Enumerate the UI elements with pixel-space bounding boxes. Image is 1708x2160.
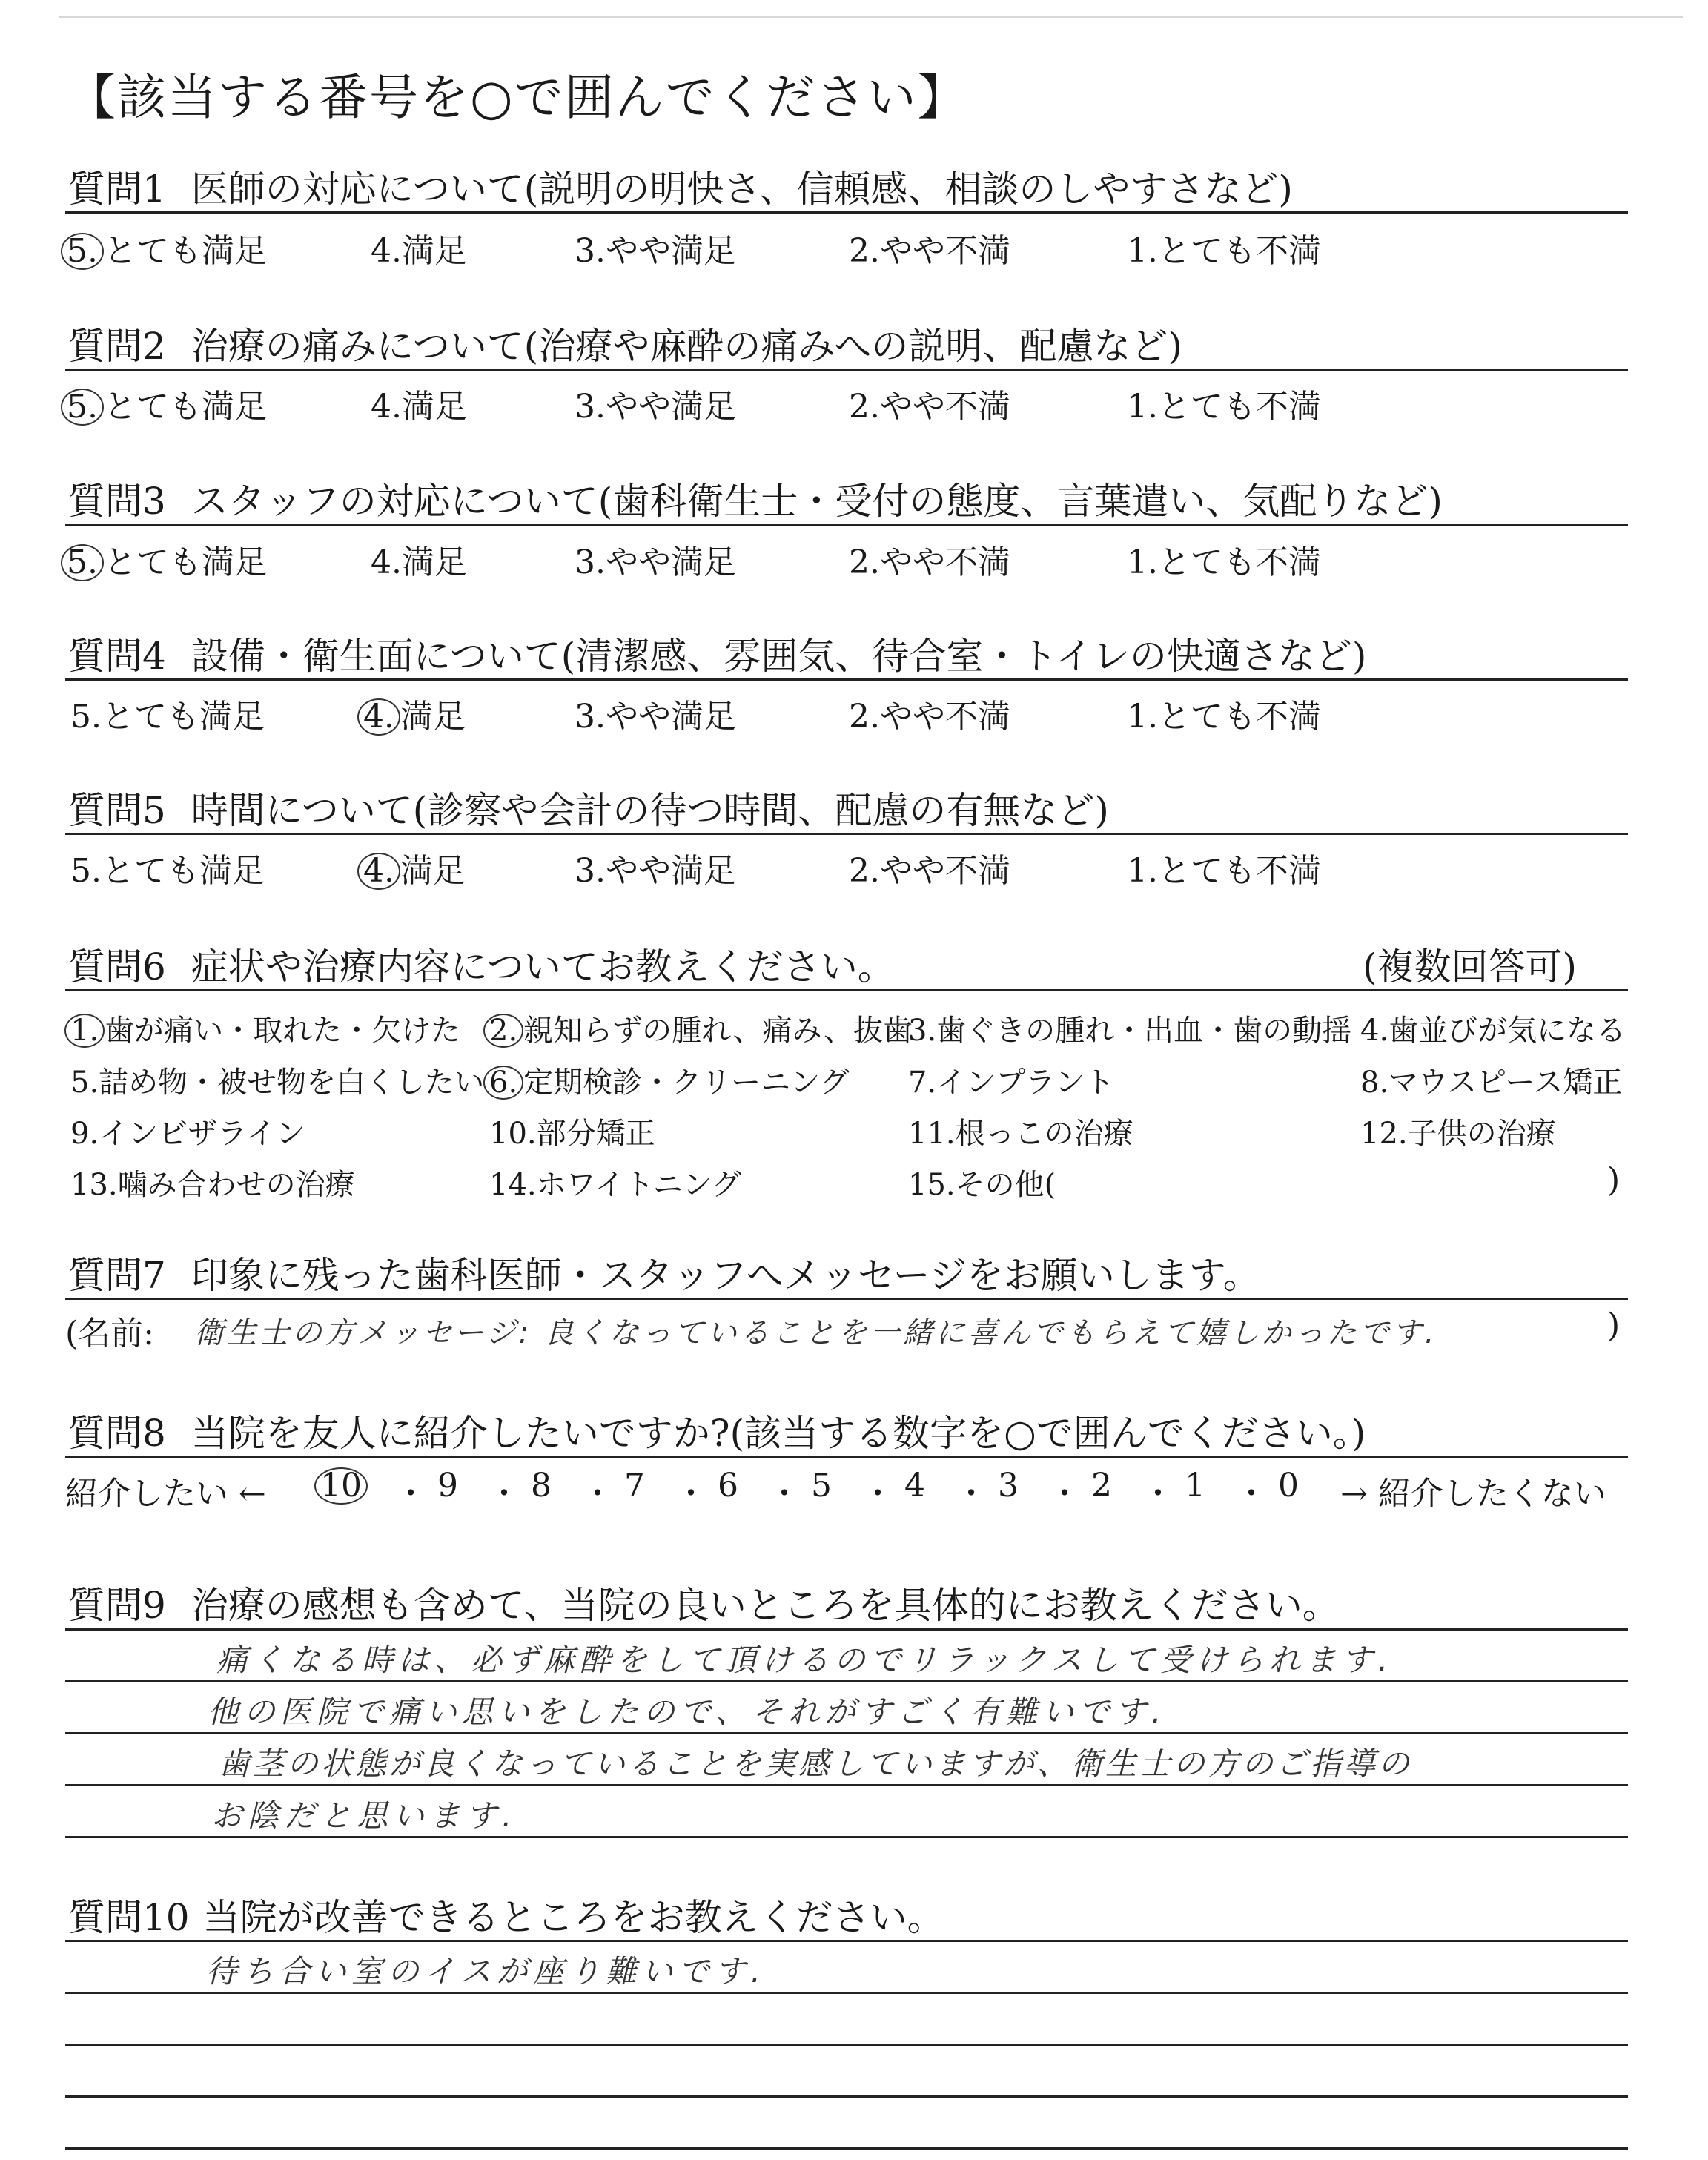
q7-text: 印象に残った歯科医師・スタッフへメッセージをお願いします。	[191, 1254, 1260, 1297]
q1-text: 医師の対応について(説明の明快さ、信頼感、相談のしやすさなど)	[191, 168, 1293, 211]
q9-handwritten-line-1[interactable]: 痛くなる時は、必ず麻酔をして頂けるのでリラックスして受けられます.	[216, 1642, 1394, 1678]
q4-rule	[65, 678, 1628, 681]
q9-handwritten-line-2[interactable]: 他の医院で痛い思いをしたので、それがすごく有難いです.	[208, 1694, 1167, 1730]
q6-item-3[interactable]: 3.歯ぐきの腫れ・出血・歯の動揺	[908, 1014, 1352, 1048]
q4-option-1[interactable]: 1.とても不満	[1127, 698, 1321, 736]
q9-text: 治療の感想も含めて、当院の良いところを具体的にお教えください。	[191, 1584, 1340, 1627]
q6-title	[68, 937, 895, 991]
q4-option-2[interactable]: 2.やや不満	[849, 698, 1010, 736]
q6-rule	[65, 989, 1628, 991]
q6-item-14[interactable]: 14.ホワイトニング	[489, 1168, 742, 1202]
top-edge-line	[59, 16, 1683, 18]
q3-option-4[interactable]: 4.満足	[371, 544, 467, 581]
q1-option-5[interactable]: 5. とても満足	[67, 224, 267, 271]
q6-other-close-paren: )	[1607, 1161, 1621, 1199]
q6-item-12[interactable]: 12.子供の治療	[1360, 1117, 1556, 1151]
q8-left-label: 紹介したい ←	[65, 1475, 266, 1513]
q7-handwritten-message[interactable]: 衛生士の方メッセージ: 良くなっていることを一緒に喜んでもらえて嬉しかったです.	[194, 1316, 1437, 1350]
q9-title	[68, 1576, 1340, 1629]
q6-item-15[interactable]: 15.その他(	[908, 1168, 1056, 1202]
q5-option-4[interactable]: 4. 満足	[363, 844, 466, 891]
q4-option-5[interactable]: 5.とても満足	[70, 698, 265, 736]
q6-item-6[interactable]: 6. 定期検診・クリーニング	[489, 1059, 849, 1101]
q6-item-5[interactable]: 5.詰め物・被せ物を白くしたい	[70, 1066, 485, 1100]
q8-scale-5[interactable]: 5	[811, 1467, 832, 1505]
q7-number: 質問7	[68, 1254, 166, 1297]
selection-circle: 5.	[61, 389, 104, 426]
q2-option-5[interactable]: 5. とても満足	[67, 380, 267, 427]
q8-number: 質問8	[68, 1412, 166, 1455]
q8-scale-0[interactable]: 0	[1278, 1467, 1299, 1505]
q10-text: 当院が改善できるところをお教えください。	[202, 1896, 944, 1939]
q5-number: 質問5	[68, 789, 166, 832]
q8-dot: ・	[768, 1475, 801, 1513]
q9-writing-line	[65, 1836, 1628, 1838]
selection-circle: 5.	[61, 544, 104, 581]
q6-item-7[interactable]: 7.インプラント	[908, 1066, 1115, 1100]
q8-dot: ・	[1048, 1475, 1081, 1513]
q6-item-11[interactable]: 11.根っこの治療	[908, 1117, 1133, 1151]
q8-scale-1[interactable]: 1	[1185, 1467, 1205, 1505]
q6-item-10[interactable]: 10.部分矯正	[489, 1117, 655, 1151]
q8-scale-8[interactable]: 8	[531, 1467, 552, 1505]
q3-option-3[interactable]: 3.やや満足	[575, 544, 736, 581]
q10-writing-line	[65, 2044, 1628, 2046]
q4-text: 設備・衛生面について(清潔感、雰囲気、待合室・トイレの快適さなど)	[191, 635, 1367, 678]
q6-item-2[interactable]: 2. 親知らずの腫れ、痛み、抜歯	[489, 1007, 913, 1049]
q1-title	[68, 159, 1293, 213]
q4-title	[68, 627, 1366, 680]
q8-scale-6[interactable]: 6	[718, 1467, 738, 1505]
q9-writing-line	[65, 1732, 1628, 1734]
q6-item-13[interactable]: 13.噛み合わせの治療	[70, 1168, 355, 1202]
q2-option-4[interactable]: 4.満足	[371, 388, 467, 426]
q2-option-3[interactable]: 3.やや満足	[575, 388, 736, 426]
q8-dot: ・	[1235, 1475, 1268, 1513]
q5-title	[68, 781, 1109, 834]
page-header: 【該当する番号を○で囲んでください】	[67, 69, 968, 126]
q2-number: 質問2	[68, 325, 166, 368]
q1-option-2[interactable]: 2.やや不満	[849, 232, 1010, 270]
q5-option-2[interactable]: 2.やや不満	[849, 852, 1010, 890]
q6-item-8[interactable]: 8.マウスピース矯正	[1360, 1066, 1623, 1100]
q8-scale-9[interactable]: 9	[437, 1467, 458, 1505]
q8-dot: ・	[394, 1475, 427, 1513]
q2-option-2[interactable]: 2.やや不満	[849, 388, 1010, 426]
q10-rule	[65, 1940, 1628, 1942]
q8-scale-2[interactable]: 2	[1091, 1467, 1112, 1505]
q3-option-5[interactable]: 5. とても満足	[67, 535, 267, 583]
q2-option-1[interactable]: 1.とても不満	[1127, 388, 1321, 426]
q6-item-4[interactable]: 4.歯並びが気になる	[1360, 1014, 1626, 1048]
q8-right-label: → 紹介したくない	[1340, 1475, 1606, 1513]
q8-dot: ・	[861, 1475, 894, 1513]
q4-option-3[interactable]: 3.やや満足	[575, 698, 736, 736]
q8-scale-3[interactable]: 3	[998, 1467, 1019, 1505]
q10-number: 質問10	[68, 1896, 190, 1939]
q9-handwritten-line-3[interactable]: 歯茎の状態が良くなっていることを実感していますが、衛生士の方のご指導の	[219, 1745, 1413, 1782]
q4-number: 質問4	[68, 635, 166, 678]
q2-title	[68, 317, 1182, 370]
selection-circle: 10	[314, 1467, 368, 1505]
q1-number: 質問1	[68, 168, 166, 211]
selection-circle: 4.	[357, 853, 400, 890]
q3-title	[68, 472, 1443, 525]
q1-rule	[65, 211, 1628, 214]
q8-dot: ・	[955, 1475, 987, 1513]
q8-dot: ・	[1142, 1475, 1174, 1513]
q8-text: 当院を友人に紹介したいですか?(該当する数字を○で囲んでください。)	[191, 1412, 1366, 1455]
q10-writing-line	[65, 1992, 1628, 1994]
q7-name-label: (名前:	[65, 1315, 154, 1353]
q6-text: 症状や治療内容についてお教えください。	[191, 945, 895, 988]
selection-circle: 5.	[61, 233, 104, 270]
q10-handwritten-line-1[interactable]: 待ち合い室のイスが座り難いです.	[206, 1953, 766, 1989]
q5-option-5[interactable]: 5.とても満足	[70, 852, 265, 890]
q8-dot: ・	[488, 1475, 520, 1513]
q3-option-1[interactable]: 1.とても不満	[1127, 544, 1321, 581]
q9-handwritten-line-4[interactable]: お陰だと思います.	[211, 1797, 517, 1834]
q6-item-1[interactable]: 1. 歯が痛い・取れた・欠けた	[70, 1007, 460, 1049]
q2-rule	[65, 369, 1628, 371]
q8-scale-4[interactable]: 4	[904, 1467, 925, 1505]
q1-option-3[interactable]: 3.やや満足	[575, 232, 736, 270]
q8-scale-7[interactable]: 7	[624, 1467, 645, 1505]
q6-item-9[interactable]: 9.インビザライン	[70, 1117, 305, 1151]
q10-title	[68, 1888, 944, 1941]
q10-writing-line	[65, 2147, 1628, 2150]
q5-text: 時間について(診察や会計の待つ時間、配慮の有無など)	[191, 789, 1109, 832]
q8-scale-10[interactable]	[320, 1467, 368, 1505]
q5-rule	[65, 833, 1628, 835]
q7-close-paren: )	[1607, 1307, 1621, 1344]
q3-number: 質問3	[68, 480, 166, 523]
q8-rule	[65, 1456, 1628, 1458]
q3-option-2[interactable]: 2.やや不満	[849, 544, 1010, 581]
q9-number: 質問9	[68, 1584, 166, 1627]
q2-text: 治療の痛みについて(治療や麻酔の痛みへの説明、配慮など)	[191, 325, 1182, 368]
q7-rule	[65, 1298, 1628, 1300]
q1-option-1[interactable]: 1.とても不満	[1127, 232, 1321, 270]
q8-title	[68, 1404, 1366, 1457]
q3-text: スタッフの対応について(歯科衛生士・受付の態度、言葉遣い、気配りなど)	[191, 480, 1443, 523]
q10-writing-line	[65, 2095, 1628, 2098]
q8-dot: ・	[581, 1475, 614, 1513]
q9-rule	[65, 1628, 1628, 1631]
q1-option-4[interactable]: 4.満足	[371, 232, 467, 270]
q3-rule	[65, 524, 1628, 526]
selection-circle: 4.	[357, 698, 400, 736]
q5-option-1[interactable]: 1.とても不満	[1127, 852, 1321, 890]
q4-option-4[interactable]: 4. 満足	[363, 690, 466, 737]
q7-title	[68, 1246, 1260, 1299]
q6-note: (複数回答可)	[1363, 945, 1578, 988]
q9-writing-line	[65, 1784, 1628, 1786]
q8-dot: ・	[675, 1475, 707, 1513]
q9-writing-line	[65, 1680, 1628, 1682]
q6-number: 質問6	[68, 945, 166, 988]
q5-option-3[interactable]: 3.やや満足	[575, 852, 736, 890]
